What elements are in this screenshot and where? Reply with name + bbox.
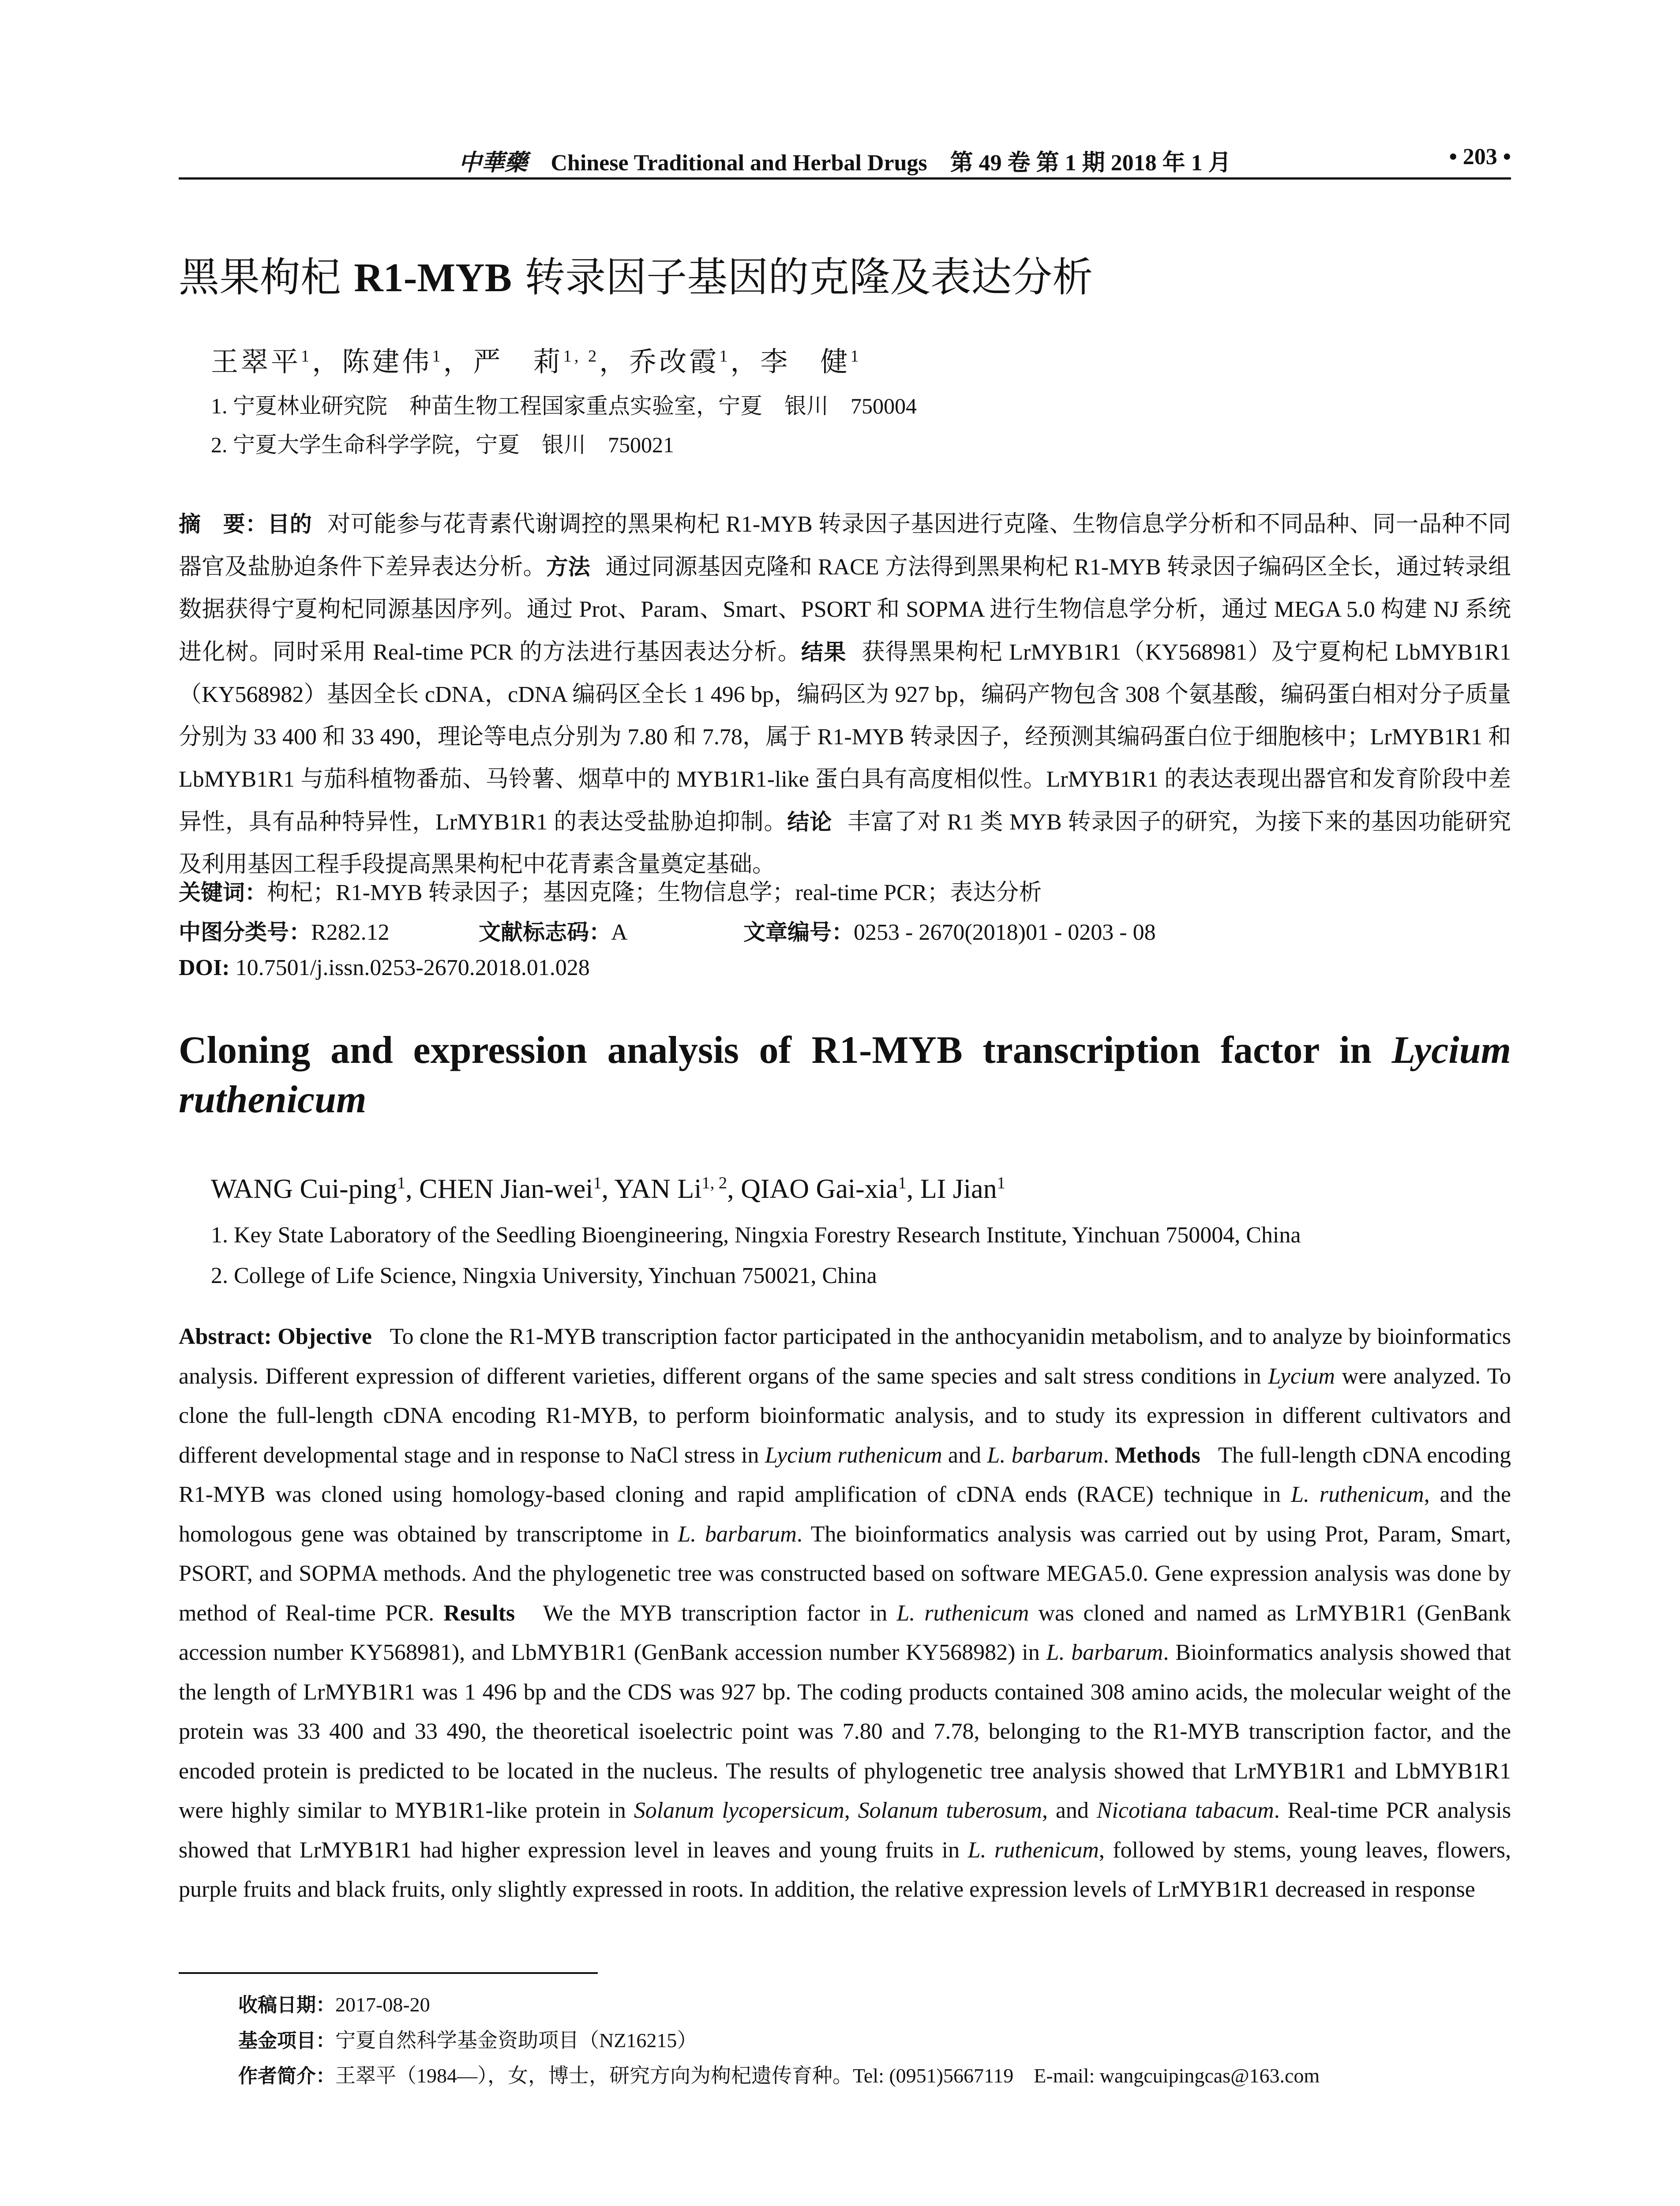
title-cn-part: 转录因子基因的克隆及表达分析 xyxy=(511,254,1093,301)
author-sep: , xyxy=(906,1174,920,1204)
abstract-cn xyxy=(179,503,1511,886)
objective-label-cn: 目的 xyxy=(267,511,312,537)
objective-text-en: and xyxy=(942,1442,987,1468)
results-text-cn: 获得黑果枸杞 LrMYB1R1（KY568981）及宁夏枸杞 LbMYB1R1（KY568982）基因全长 cDNA，cDNA 编码区全长 1 496 bp，编码区为 927 bp，编码产物包含 308 个氨基酸，编码蛋白相对分子质量分别为 33 400 和 33 490，理论等电点分别为 7.80 和 7.78，属于 R1-MYB 转录因子，经预测其编码蛋白位于细胞核中；LrMYB1R1 和 LbMYB1R1 与茄科植物番茄、马铃薯、烟草中的 MYB1R1-like 蛋白具有高度相似性。LrMYB1R1 的表达表现出器官和发育阶段中差异性，具有品种特异性，LrMYB1R1 的表达受盐胁迫抑制。 xyxy=(179,640,1511,835)
author-name: LI Jian xyxy=(920,1174,997,1204)
species-name: Solanum tuberosum xyxy=(858,1798,1042,1823)
author-affil-sup: 1, 2 xyxy=(563,347,600,366)
doc-code-value: A xyxy=(611,920,628,945)
author-affil-sup: 1 xyxy=(898,1174,907,1193)
species-name: Lycium xyxy=(1268,1363,1335,1389)
results-text-en: . Real-time PCR analysis showed that LrMYB1R1 had higher expression level in leaves and young fruits in xyxy=(179,1798,1511,1863)
article-title-en xyxy=(179,1026,1511,1125)
species-name: Nicotiana tabacum xyxy=(1096,1798,1274,1823)
classification-line xyxy=(179,915,1156,946)
objective-text-cn: 对可能参与花青素代谢调控的黑果枸杞 R1-MYB 转录因子基因进行克隆、生物信息学分析和不同品种、同一品种不同器官及盐胁迫条件下差异表达分析。 xyxy=(179,512,1511,580)
author-name: 陈建伟 xyxy=(342,347,432,377)
title-en-species: Lycium ruthenicum xyxy=(179,1029,1511,1121)
author-en xyxy=(920,1174,1005,1204)
article-title-cn xyxy=(179,245,1511,303)
affiliation-en-1: 1. Key State Laboratory of the Seedling Bioengineering, Ningxia Forestry Research Institute, Yinchuan 750004, China xyxy=(211,1223,1301,1248)
abstract-cn-label: 摘 要： xyxy=(179,511,268,537)
affiliation-cn-1: 1. 宁夏林业研究院 种苗生物工程国家重点实验室，宁夏 银川 750004 xyxy=(211,394,917,418)
title-en-text: Cloning and expression analysis of R1-MYB transcription factor in xyxy=(179,1029,1392,1072)
author-affil-sup: 1, 2 xyxy=(701,1174,728,1193)
affiliation-cn-2: 2. 宁夏大学生命科学学院，宁夏 银川 750021 xyxy=(211,432,674,457)
abstract-en xyxy=(179,1317,1511,1910)
doi-line xyxy=(179,955,590,981)
author-affil-sup: 1 xyxy=(397,1174,406,1193)
author-cn xyxy=(342,347,473,377)
methods-text-cn: 通过同源基因克隆和 RACE 方法得到黑果枸杞 R1-MYB 转录因子编码区全长，通过转录组数据获得宁夏枸杞同源基因序列。通过 Prot、Param、Smart、PSORT 和 SOPMA 进行生物信息学分析，通过 MEGA 5.0 构建 NJ 系统进化树。同时采用 Real-time PCR 的方法进行基因表达分析。 xyxy=(179,555,1511,665)
author-sep: , xyxy=(601,1174,615,1204)
species-name: L. barbarum xyxy=(1046,1640,1163,1665)
results-text-en: , xyxy=(844,1798,858,1823)
keywords-label: 关键词： xyxy=(179,880,267,905)
species-name: L. ruthenicum xyxy=(1290,1482,1424,1507)
author-cn xyxy=(473,347,630,377)
article-number-label: 文章编号： xyxy=(743,919,854,945)
objective-label-en: Objective xyxy=(278,1324,372,1349)
conclusion-text-cn: 丰富了对 R1 类 MYB 转录因子的研究，为接下来的基因功能研究及利用基因工程手段提高黑果枸杞中花青素含量奠定基础。 xyxy=(179,810,1511,877)
clc-label: 中图分类号： xyxy=(179,919,311,945)
author-name: WANG Cui-ping xyxy=(211,1174,397,1204)
fund-text: 宁夏自然科学基金资助项目（NZ16215） xyxy=(335,2029,698,2052)
author-cn xyxy=(760,347,861,377)
objective-text-en: To clone the R1-MYB transcription factor participated in the anthocyanidin metabolism, and to analyze by bioinformatics analysis. Different expression of different varieties, different organs of the same species and salt stress conditions in xyxy=(179,1324,1511,1389)
running-header xyxy=(179,140,1511,180)
species-name: L. barbarum xyxy=(987,1442,1103,1468)
abstract-en-label: Abstract: xyxy=(179,1324,272,1349)
journal-info: Chinese Traditional and Herbal Drugs 第 49 卷 第 1 期 2018 年 1 月 xyxy=(551,150,1231,176)
author-cn xyxy=(629,347,760,377)
results-text-en: We the MYB transcription factor in xyxy=(543,1600,897,1626)
methods-text-en: . The bioinformatics analysis was carried out by using Prot, Param, Smart, PSORT, and SOPMA methods. And the phylogenetic tree was constructed based on software MEGA5.0. Gene expression analysis was done by method of Real-time PCR. xyxy=(179,1521,1511,1626)
author-affil-sup: 1 xyxy=(997,1174,1005,1193)
footnote-received xyxy=(238,1989,430,2017)
authors-cn xyxy=(211,340,862,379)
objective-text-en: . xyxy=(1103,1442,1109,1468)
author-cn xyxy=(211,347,342,377)
page-number: • 203 • xyxy=(1449,144,1511,169)
doi-value: 10.7501/j.issn.0253-2670.2018.01.028 xyxy=(235,955,590,980)
doi-label: DOI: xyxy=(179,955,230,980)
author-name: QIAO Gai-xia xyxy=(741,1174,898,1204)
author-en xyxy=(614,1174,741,1204)
author-sep: ， xyxy=(599,347,630,377)
journal-info-line xyxy=(179,144,1511,177)
author-bio-text: 王翠平（1984—），女，博士，研究方向为枸杞遗传育种。Tel: (0951)5667119 E-mail: wangcuipingcas@163.com xyxy=(335,2064,1320,2087)
footnote-fund xyxy=(238,2024,697,2053)
author-en xyxy=(419,1174,614,1204)
author-affil-sup: 1 xyxy=(593,1174,602,1193)
keywords-text: 枸杞；R1-MYB 转录因子；基因克隆；生物信息学；real-time PCR；表达分析 xyxy=(267,880,1042,905)
author-sep: ， xyxy=(312,347,342,377)
results-label-en: Results xyxy=(443,1600,515,1626)
title-cn-part: 黑果枸杞 xyxy=(179,254,354,301)
author-sep: , xyxy=(727,1174,741,1204)
authors-en xyxy=(211,1174,1005,1205)
methods-text-en: , and the homologous gene was obtained by transcriptome in xyxy=(179,1482,1511,1547)
author-name: 王翠平 xyxy=(211,347,301,377)
author-name: YAN Li xyxy=(614,1174,702,1204)
species-name: Lycium ruthenicum xyxy=(765,1442,942,1468)
species-name: L. ruthenicum xyxy=(896,1600,1029,1626)
objective-text-en: were analyzed. To clone the full-length cDNA encoding R1-MYB, to perform bioinformatic analysis, and to study its expression in different cultivators and different developmental stage and in response to NaCl stress in xyxy=(179,1363,1511,1468)
author-affil-sup: 1 xyxy=(850,347,862,366)
doc-code-group xyxy=(479,915,743,946)
author-affil-sup: 1 xyxy=(719,347,731,366)
footnote-author xyxy=(238,2060,1320,2089)
species-name: Solanum lycopersicum xyxy=(634,1798,844,1823)
results-text-en: , followed by stems, young leaves, flowers, purple fruits and black fruits, only slightly expressed in roots. In addition, the relative expression levels of LrMYB1R1 decreased in response xyxy=(179,1837,1511,1902)
results-text-en: , and xyxy=(1042,1798,1097,1823)
author-sep: ， xyxy=(443,347,473,377)
results-text-en: was cloned and named as LrMYB1R1 (GenBank accession number KY568981), and LbMYB1R1 (GenBank accession number KY568982) in xyxy=(179,1600,1511,1665)
conclusion-label-cn: 结论 xyxy=(787,809,832,835)
doc-code-label: 文献标志码： xyxy=(479,919,611,945)
methods-label-en: Methods xyxy=(1115,1442,1200,1468)
methods-text-en: The full-length cDNA encoding R1-MYB was cloned using homology-based cloning and rapid amplification of cDNA ends (RACE) technique in xyxy=(179,1442,1511,1507)
author-name: 乔改霞 xyxy=(629,347,720,377)
article-number-value: 0253 - 2670(2018)01 - 0203 - 08 xyxy=(854,920,1156,945)
species-name: L. ruthenicum xyxy=(968,1837,1099,1863)
clc-value: R282.12 xyxy=(311,920,390,945)
author-affil-sup: 1 xyxy=(301,347,312,366)
received-date: 2017-08-20 xyxy=(335,1993,430,2016)
author-en xyxy=(741,1174,920,1204)
affiliation-en-2: 2. College of Life Science, Ningxia University, Yinchuan 750021, China xyxy=(211,1263,877,1288)
footnote-divider xyxy=(179,1972,598,1974)
author-bio-label: 作者简介： xyxy=(238,2065,335,2087)
results-label-cn: 结果 xyxy=(801,639,847,665)
results-text-en: . Bioinformatics analysis showed that the length of LrMYB1R1 was 1 496 bp and the CDS was 927 bp. The coding products contained 308 amino acids, the molecular weight of the protein was 33 400 and 33 490, the theoretical isoelectric point was 7.80 and 7.78, belonging to the R1-MYB transcription factor, and the encoded protein is predicted to be located in the nucleus. The results of phylogenetic tree analysis showed that LrMYB1R1 and LbMYB1R1 were highly similar to MYB1R1-like protein in xyxy=(179,1640,1511,1823)
author-name: 李 健 xyxy=(760,347,851,377)
fund-label: 基金项目： xyxy=(238,2030,335,2052)
author-en xyxy=(211,1174,419,1204)
keywords-cn xyxy=(179,874,1042,907)
species-name: L. barbarum xyxy=(678,1521,797,1547)
author-affil-sup: 1 xyxy=(432,347,443,366)
received-label: 收稿日期： xyxy=(238,1994,335,2016)
author-sep: , xyxy=(405,1174,420,1204)
journal-name-cn: 中華藥 xyxy=(458,150,528,176)
author-sep: ， xyxy=(730,347,761,377)
author-name: CHEN Jian-wei xyxy=(419,1174,593,1204)
title-cn-gene: R1-MYB xyxy=(354,255,512,300)
author-name: 严 莉 xyxy=(473,347,563,377)
clc-group xyxy=(179,915,479,946)
article-number-group xyxy=(743,915,1156,946)
methods-label-cn: 方法 xyxy=(546,554,590,580)
